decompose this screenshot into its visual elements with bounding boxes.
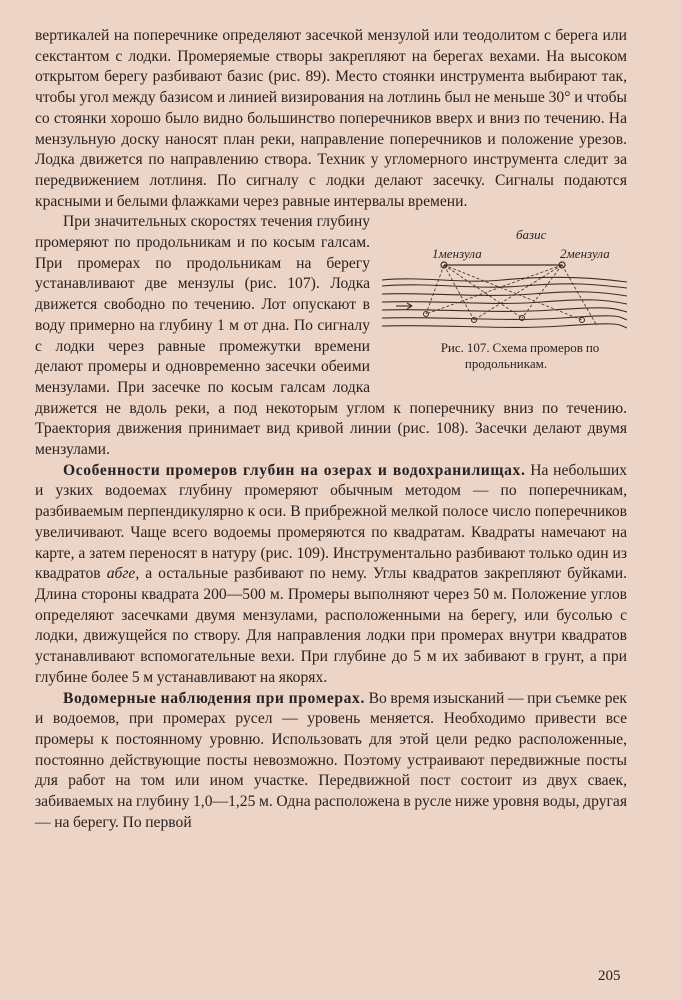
body-text [35,26,627,833]
paragraph-4 [35,689,627,834]
page-number: 205 [598,968,621,984]
figure-107 [382,214,627,389]
heading-water-gauge: Водомерные наблюдения при промерах. [63,689,365,707]
paragraph-3-italic: абге, [106,565,140,583]
paragraph-3-text-a: На небольших и узких водоемах глубину промеряют обычным методом — по поперечникам, разбиваемым перпендикулярно к оси. В прибрежной мелкой полосе число поперечников увеличивают. Чаще всего водоемы промеряются по квадратам. Квадраты намечают на карте, а затем переносят в натуру (рис. 109). Инструментально разбивают только один из квадратов [35,461,628,583]
heading-lakes: Особенности промеров глубин на озерах и водохранилищах. [63,461,526,479]
paragraph-3 [35,461,627,689]
paragraph-4-text: Во время изысканий — при съемке рек и водоемов, при промерах русел — уровень меняется. Необходимо привести все промеры к постоянному уровню. Использовать для этой цели редко расположенные, постоянно действующие посты невозможно. Поэтому устраивают передвижные посты для работ на том или ином участке. Передвижной пост состоит из двух сваек, забиваемых на глубину 1,0—1,25 м. Одна расположена в русле ниже уровня воды, другая — на берегу. По первой [35,689,627,831]
paragraph-1: вертикалей на поперечнике определяют засечкой мензулой или теодолитом с берега или секстантом с лодки. Промеряемые створы закрепляют на берегах вехами. На высоком открытом берегу разбивают базис (рис. 89). Место стоянки инструмента выбирают так, чтобы угол между базисом и линией визирования на лотлинь был не меньше 30° и чтобы со стоянки хорошо было видно большинство поперечников вверх и вниз по течению. На мензульную доску наносят план реки, направление поперечников и положение урезов. Лодка движется по направлению створа. Техник у угломерного инструмента следит за передвижением лотлиня. По сигналу с лодки делают засечку. Сигналы подаются красными и белыми флажками через равные интервалы времени. [35,27,627,210]
label-mensula-1: 1мензула [432,246,482,262]
paragraph-2 [35,212,627,460]
depth-point-4 [580,318,585,323]
paragraph-2-text: При значительных скоростях течения глубину промеряют по продольникам и по косым галсам. При промерах по продольникам на берегу устанавливают две мензулы (рис. 107). Лодка движется свободно по течению. Лот опускают в воду примерно на глубину 1 м от дна. По сигналу с лодки через равные промежутки времени делают промеры и одновременно засечки обеими мензулами. При засечке по косым галсам лодка движется не вдоль реки, а под некоторым углом к поперечнику вниз по течению. Траектория движения принимает вид кривой линии (рис. 108). Засечки делают двумя мензулами. [35,213,627,459]
label-basis: базис [516,227,547,243]
figure-caption: Рис. 107. Схема промеров по продольникам. [440,340,600,371]
label-mensula-2: 2мензула [560,246,610,262]
paragraph-3-text-b: а остальные разбивают по нему. Углы квадратов закрепляют буйками. Длина стороны квадрата 200—500 м. Промеры выполняют через 50 м. Положение углов определяют засечками двумя мензулами, расположенными на берегу, или бусолью с лодки, движущейся по створу. Для направления лодки при промерах внутри квадратов устанавливают вспомогательные вехи. При глубине до 5 м их забивают в грунт, а при глубине более 5 м устанавливают на якорях. [35,565,627,686]
